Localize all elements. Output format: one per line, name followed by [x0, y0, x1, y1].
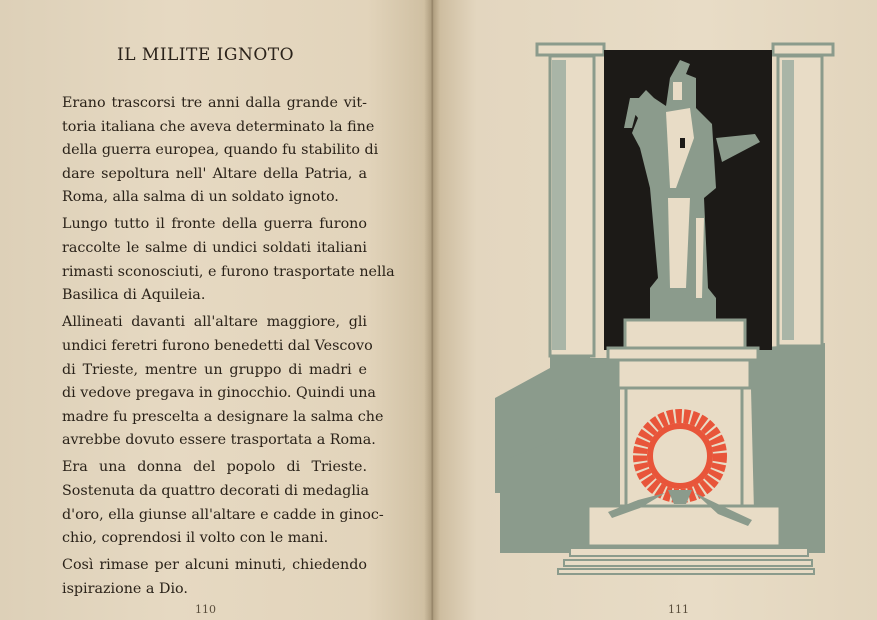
text-line: di vedove pregava in ginocchio. Quindi una: [62, 385, 376, 402]
right-column: [773, 44, 833, 346]
text-line: della guerra europea, quando fu stabilito di: [62, 142, 379, 159]
book-gutter: [424, 0, 440, 620]
text-line: Allineati davanti all'altare maggiore, gli: [62, 314, 367, 331]
text-line: chio, coprendosi il volto con le mani.: [62, 530, 329, 547]
text-line: Roma, alla salma di un soldato ignoto.: [62, 189, 339, 206]
text-line: raccolte le salme di undici soldati italiani: [62, 240, 367, 257]
text-line: Erano trascorsi tre anni dalla grande vit-: [62, 95, 367, 111]
altare-della-patria-illustration: [490, 38, 840, 583]
text-line: avrebbe dovuto essere trasportata a Roma.: [62, 432, 376, 449]
text-line: rimasti sconosciuti, e furono trasportate nella: [62, 263, 395, 280]
text-line: Lungo tutto il fronte della guerra furono: [62, 216, 367, 233]
text-line: Basilica di Aquileia.: [62, 287, 206, 304]
left-column: [537, 44, 604, 356]
page-title: IL MILITE IGNOTO: [117, 45, 295, 65]
paragraph-1: [62, 92, 379, 210]
text-line: undici feretri furono benedetti dal Vescovo: [62, 337, 373, 354]
text-line: madre fu prescelta a designare la salma che: [62, 408, 384, 425]
text-line: dare sepoltura nell' Altare della Patria, a: [62, 165, 367, 182]
paragraph-2: [62, 213, 395, 307]
text-line: d'oro, ella giunse all'altare e cadde in ginoc-: [62, 506, 384, 523]
text-line: toria italiana che aveva determinato la fine: [62, 118, 375, 135]
paragraph-3: [62, 311, 384, 453]
text-line: di Trieste, mentre un gruppo di madri e: [62, 361, 367, 378]
paragraph-5: [62, 554, 367, 601]
body-text: [62, 92, 395, 605]
text-line: Era una donna del popolo di Trieste.: [62, 459, 367, 476]
page-number-right: 111: [668, 603, 689, 616]
text-line: ispirazione a Dio.: [62, 580, 188, 597]
page-number-left: 110: [195, 603, 216, 616]
left-page: [0, 0, 432, 620]
text-line: Così rimase per alcuni minuti, chiedendo: [62, 557, 367, 574]
text-line: Sostenuta da quattro decorati di medaglia: [62, 483, 369, 499]
paragraph-4: [62, 456, 384, 550]
